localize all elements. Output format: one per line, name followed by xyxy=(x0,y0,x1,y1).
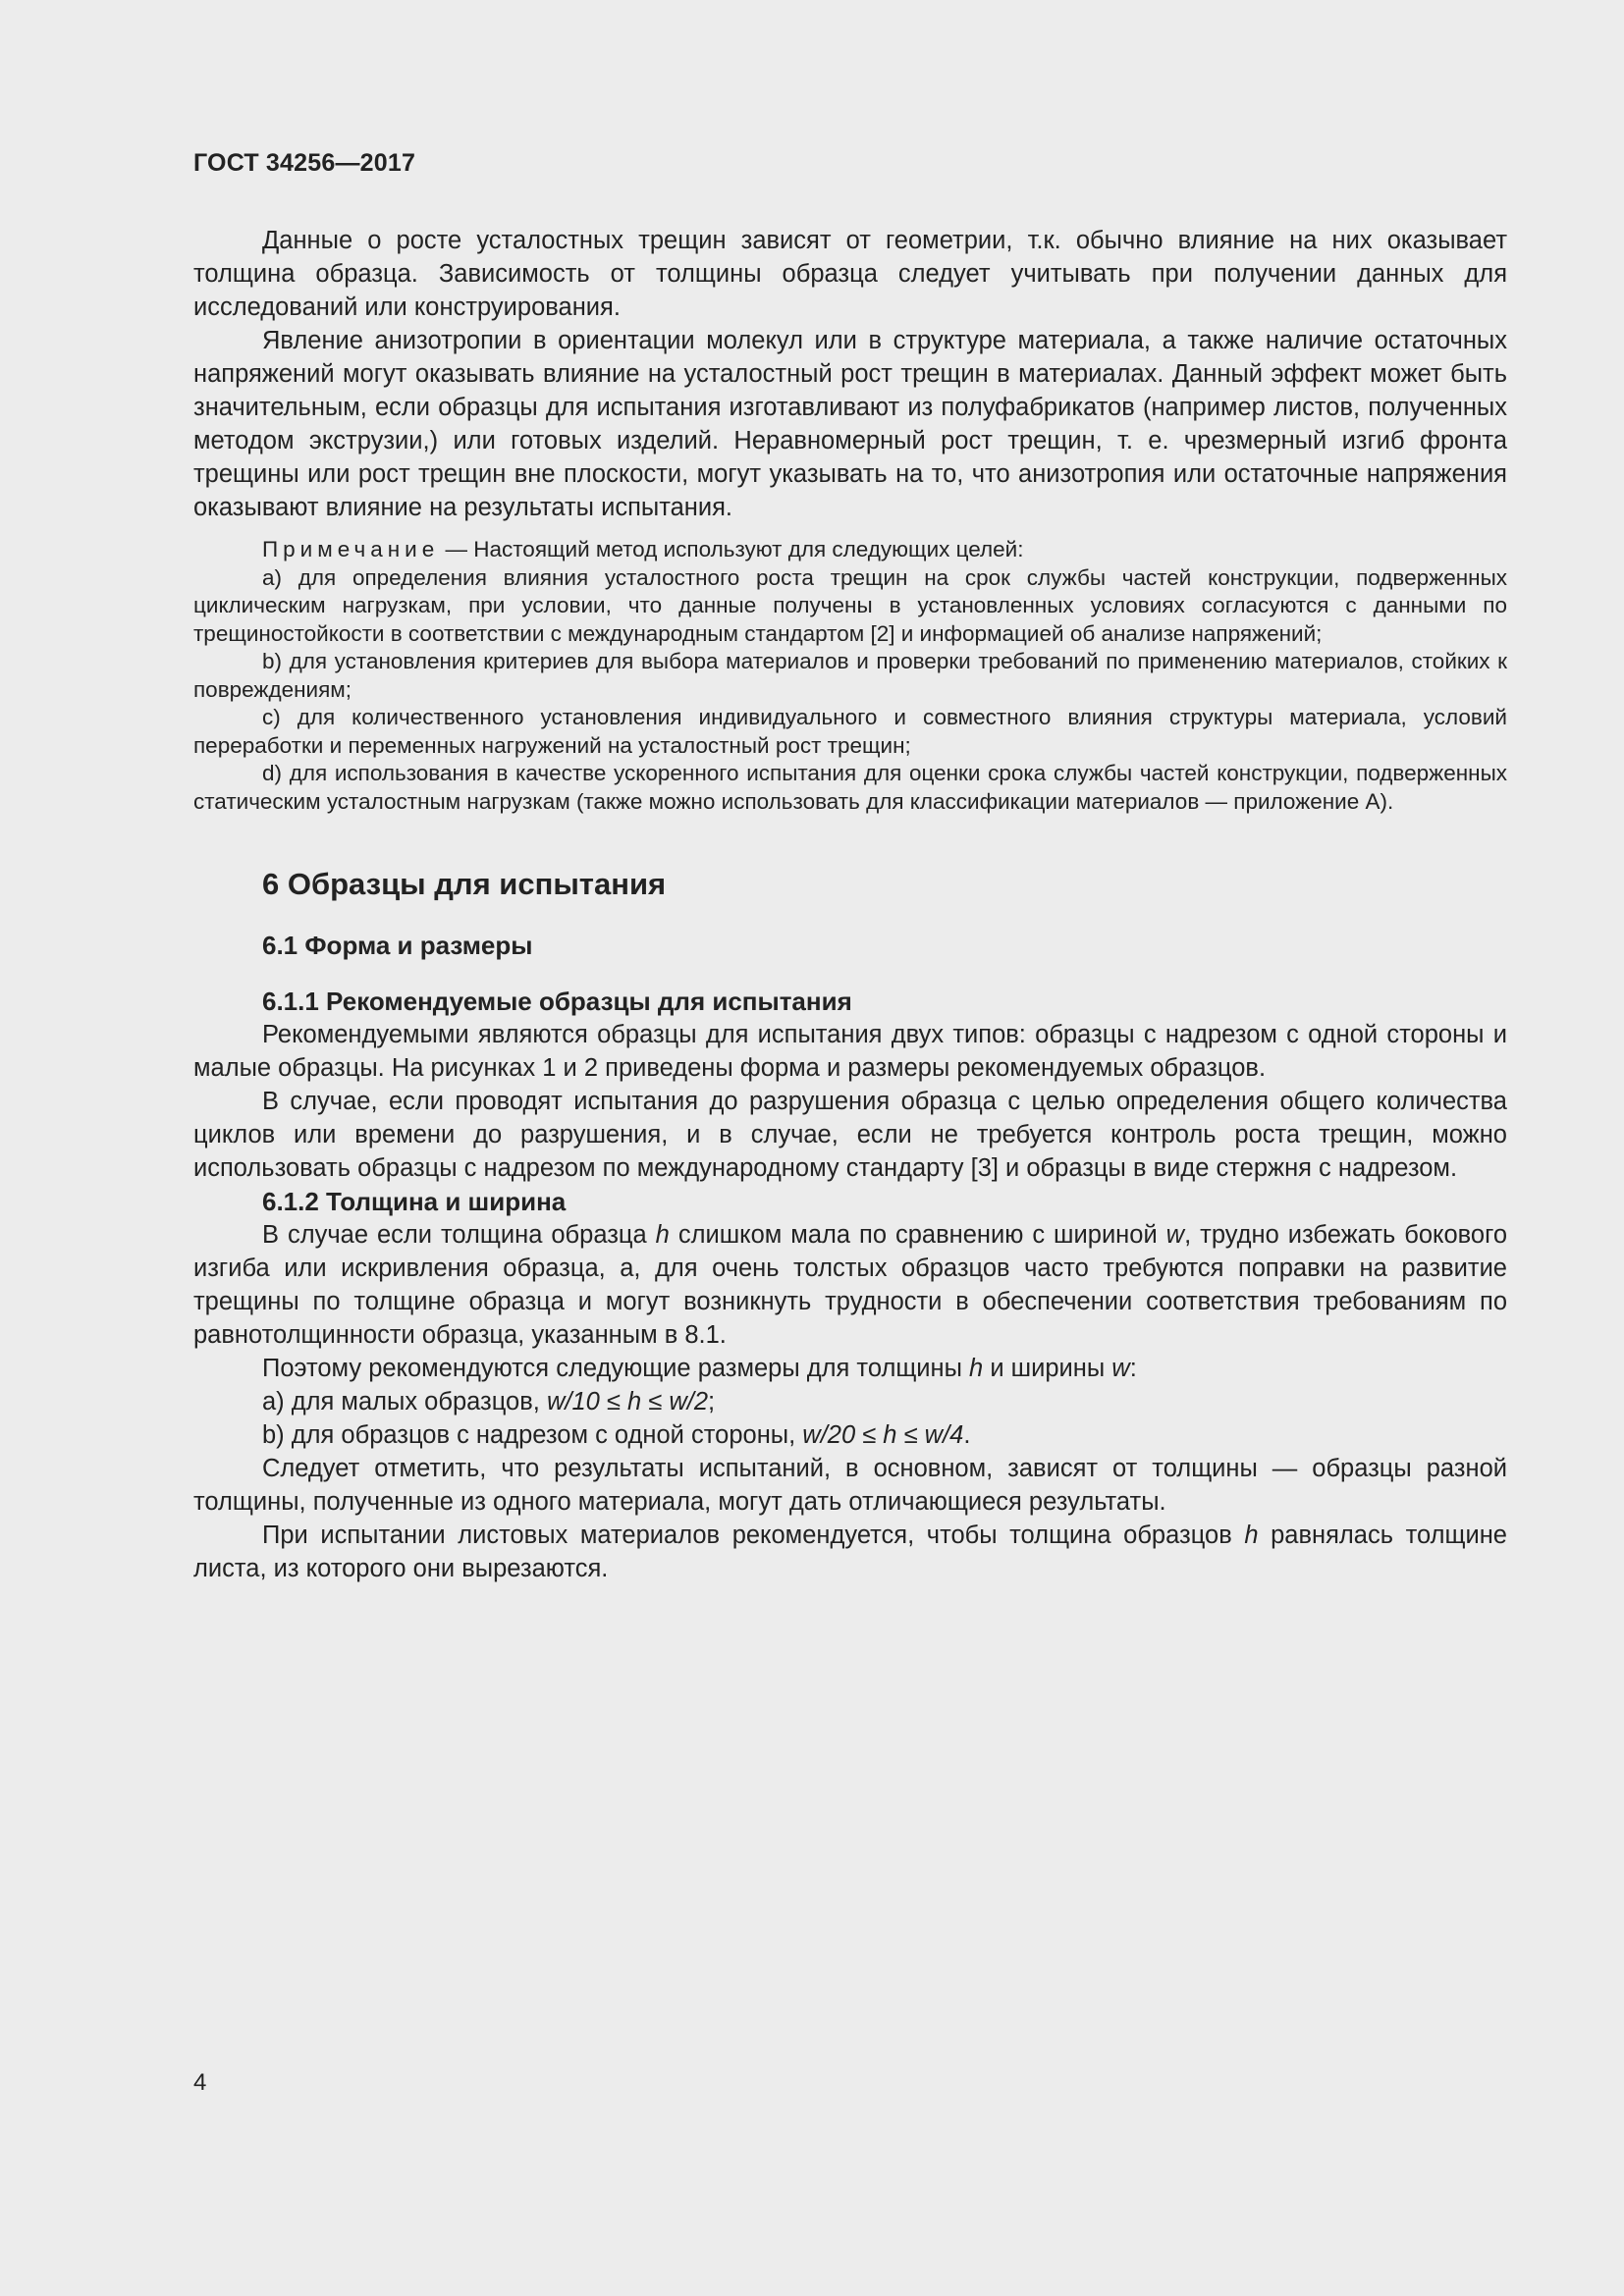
paragraph-sheet-materials: При испытании листовых материалов рекомендуется, чтобы толщина образцов h равнялась толщине листа, из которого они вырезаются. xyxy=(193,1522,1507,1582)
var-w: w xyxy=(1111,1355,1130,1382)
formula-notched: w/20 ≤ h ≤ w/4 xyxy=(802,1421,964,1449)
page-number: 4 xyxy=(193,2069,207,2096)
document-header: ГОСТ 34256—2017 xyxy=(193,149,416,177)
section-6-1-1-heading: 6.1.1 Рекомендуемые образцы для испытания xyxy=(262,987,852,1016)
formula-small: w/10 ≤ h ≤ w/2 xyxy=(546,1388,709,1415)
note-item-d: d) для использования в качестве ускоренного испытания для оценки срока службы частей конструкции, подверженных статическим усталостным нагрузкам (также можно использовать для классификации материалов — приложение А). xyxy=(193,761,1507,814)
note-intro xyxy=(193,536,1507,564)
section-6-1-heading: 6.1 Форма и размеры xyxy=(262,931,533,960)
page-body xyxy=(193,224,1507,1585)
paragraph-thickness-dependence: Данные о росте усталостных трещин зависят от геометрии, т.к. обычно влияние на них оказывает толщина образца. Зависимость от толщины образца следует учитывать при получении данных для исследований или конструирования. xyxy=(193,227,1507,321)
paragraph-anisotropy: Явление анизотропии в ориентации молекул или в структуре материала, а также наличие остаточных напряжений могут оказывать влияние на усталостный рост трещин в материалах. Данный эффект может быть значительным, если образцы для испытания изготавливают из полуфабрикатов (например листов, полученных методом экструзии,) или готовых изделий. Неравномерный рост трещин, т. е. чрезмерный изгиб фронта трещины или рост трещин вне плоскости, могут указывать на то, что анизотропия или остаточные напряжения оказывают влияние на результаты испытания. xyxy=(193,327,1507,521)
var-w: w xyxy=(1165,1221,1185,1249)
note-intro-text: — Настоящий метод используют для следующих целей: xyxy=(439,537,1024,561)
paragraph-thickness-results: Следует отметить, что результаты испытаний, в основном, зависят от толщины — образцы разной толщины, полученные из одного материала, могут дать отличающиеся результаты. xyxy=(193,1455,1507,1516)
note-item-b: b) для установления критериев для выбора материалов и проверки требований по применению материалов, стойких к повреждениям; xyxy=(193,649,1507,702)
paragraph-thin-specimen: В случае если толщина образца h слишком мала по сравнению с шириной w, трудно избежать бокового изгиба или искривления образца, а, для очень толстых образцов часто требуются поправки на развитие трещины по толщине образца и могут возникнуть трудности в обеспечении соответствия требованиям по равнотолщинности образца, указанным в 8.1. xyxy=(193,1221,1507,1349)
paragraph-recommended-dimensions: Поэтому рекомендуются следующие размеры для толщины h и ширины w: xyxy=(262,1355,1137,1382)
note-block xyxy=(193,536,1507,816)
list-item-small-specimens: a) для малых образцов, w/10 ≤ h ≤ w/2; xyxy=(262,1388,716,1415)
note-item-a: a) для определения влияния усталостного роста трещин на срок службы частей конструкции, подверженных циклическим нагрузкам, при условии, что данные получены в установленных условиях согласуются с данными по трещиностойкости в соответствии с международным стандартом [2] и информацией об анализе напряжений; xyxy=(193,564,1507,646)
var-h: h xyxy=(655,1221,670,1249)
note-item-c: c) для количественного установления индивидуального и совместного влияния структуры материала, условий переработки и переменных нагружений на усталостный рост трещин; xyxy=(193,705,1507,758)
note-label: Примечание xyxy=(262,537,440,561)
paragraph-recommended-specimens: Рекомендуемыми являются образцы для испытания двух типов: образцы с надрезом с одной стороны и малые образцы. На рисунках 1 и 2 приведены форма и размеры рекомендуемых образцов. xyxy=(193,1021,1507,1082)
section-6-1-2-heading: 6.1.2 Толщина и ширина xyxy=(262,1187,567,1216)
list-item-notched-specimens: b) для образцов с надрезом с одной стороны, w/20 ≤ h ≤ w/4. xyxy=(262,1421,971,1449)
section-6-heading: 6 Образцы для испытания xyxy=(262,867,667,901)
var-h: h xyxy=(1244,1522,1259,1549)
paragraph-failure-testing: В случае, если проводят испытания до разрушения образца с целью определения общего количества циклов или времени до разрушения, и в случае, если не требуется контроль роста трещин, можно использовать образцы с надрезом по международному стандарту [3] и образцы в виде стержня с надрезом. xyxy=(193,1088,1507,1182)
var-h: h xyxy=(969,1355,984,1382)
